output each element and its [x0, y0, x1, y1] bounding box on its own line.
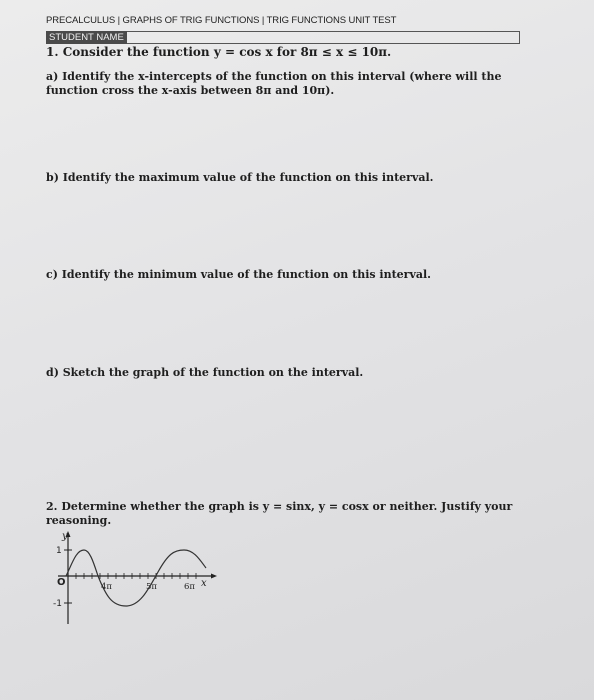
y-tick-label-1: 1 — [56, 546, 62, 556]
x-tick-label-6pi: 6π — [184, 582, 195, 592]
question-1d: d) Sketch the graph of the function on the interval. — [46, 366, 364, 379]
x-tick-label-4pi: 4π — [101, 582, 112, 592]
y-tick-label-neg1: -1 — [53, 599, 62, 609]
x-tick-label-5pi: 5π — [146, 582, 157, 592]
page-header: PRECALCULUS | GRAPHS OF TRIG FUNCTIONS | TRIG FUNCTIONS UNIT TEST — [46, 15, 397, 26]
sine-curve — [66, 550, 206, 606]
question-1c: c) Identify the minimum value of the function on this interval. — [46, 268, 431, 281]
x-axis-label: x — [201, 578, 207, 589]
question-1-prompt: 1. Consider the function y = cos x for 8π ≤ x ≤ 10π. — [46, 45, 392, 59]
question-2-prompt: 2. Determine whether the graph is y = sinx, y = cosx or neither. Justify your reasoning. — [46, 500, 513, 527]
y-axis-label: y — [62, 531, 68, 542]
question-1a: a) Identify the x-intercepts of the function on this interval (where will the function cross the x-axis between 8π and 10π). — [46, 70, 502, 97]
x-axis-arrow — [211, 574, 217, 579]
trig-graph — [46, 528, 226, 628]
student-name-row — [46, 31, 518, 44]
origin-label: O — [57, 577, 66, 588]
student-name-label: STUDENT NAME — [46, 31, 127, 44]
question-1b: b) Identify the maximum value of the function on this interval. — [46, 171, 434, 184]
